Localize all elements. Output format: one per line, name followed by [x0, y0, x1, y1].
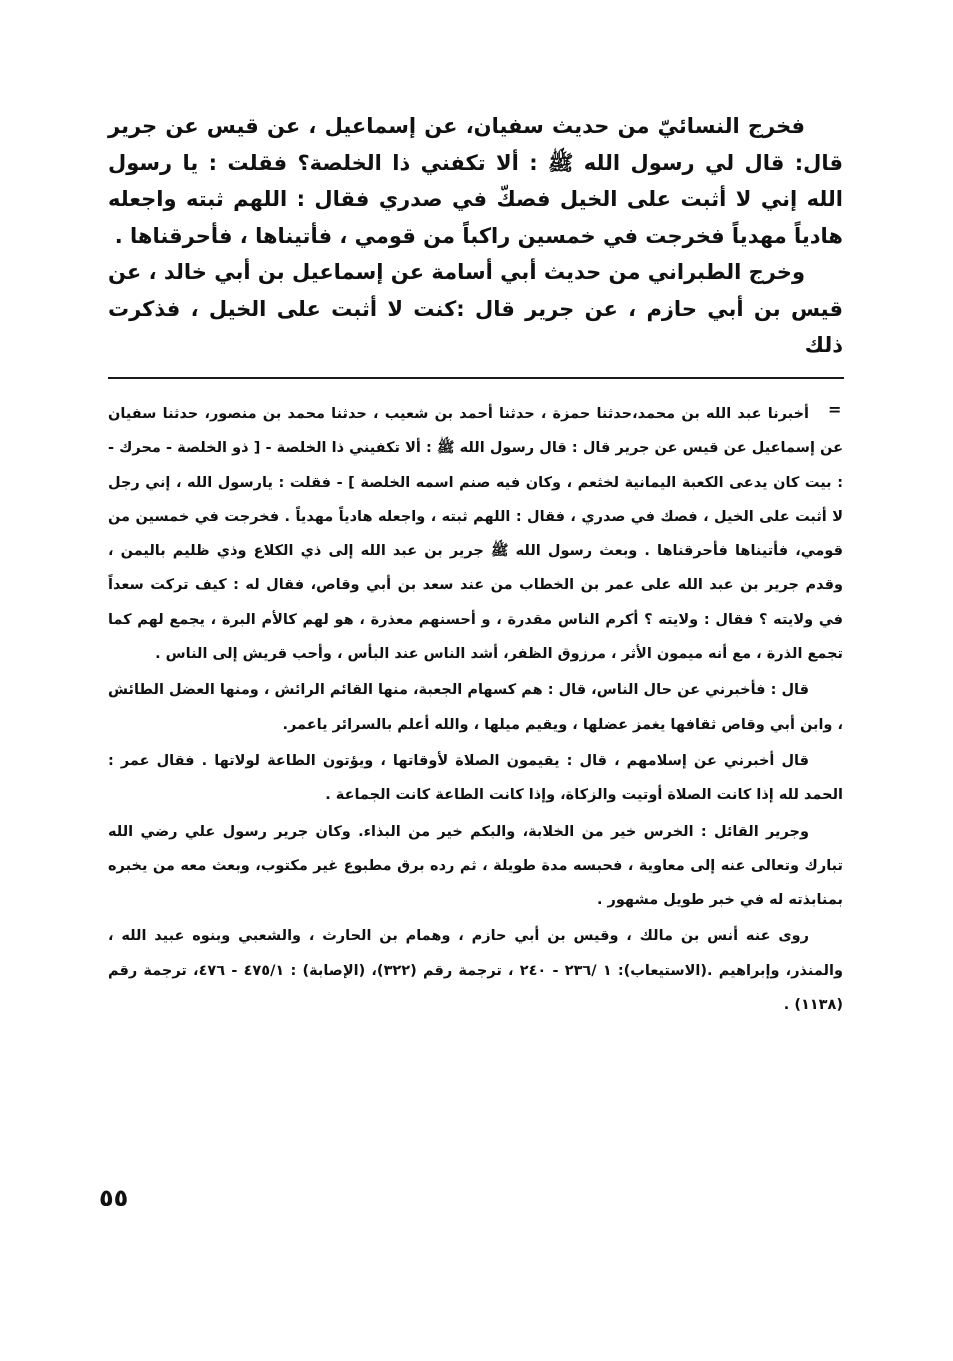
- footnote-paragraph: أخبرنا عبد الله بن محمد،حدثنا حمزة ، حدثنا أحمد بن شعيب ، حدثنا محمد بن منصور، حدثنا سفيان عن إسماعيل عن قيس عن جرير قال : قال رسول الله ﷺ : ألا تكفيني ذا الخلصة - [ ذو الخلصة - محرك - : بيت كان يدعى الكعبة اليمانية لخثعم ، وكان فيه صنم اسمه الخلصة ] - فقلت : يارسول الله ، إني رجل لا أثبت على الخيل ، فصك في صدري ، فقال : اللهم ثبته ، واجعله هادياً مهدياً . فخرجت في خمسين من قومي، فأتيناها فأحرقناها . وبعث رسول الله ﷺ جرير بن عبد الله إلى ذي الكلاع وذي ظليم باليمن ، وقدم جرير بن عبد الله على عمر بن الخطاب من عند سعد بن أبي وقاص، فقال له : كيف تركت سعداً في ولايته ؟ فقال : ولايته ؟ أكرم الناس مقدرة ، و أحسنهم معذرة ، هو لهم كالأم البرة ، يجمع لهم كما تجمع الذرة ، مع أنه ميمون الأثر ، مرزوق الظفر، أشد الناس عند البأس ، وأحب قريش إلى الناس .: [108, 406, 843, 663]
- footnote-continuation-marker: =: [828, 400, 842, 419]
- page-number: ٥٥: [99, 1184, 129, 1212]
- footnote-divider: [108, 377, 844, 379]
- footnote-paragraph: قال : فأخبرني عن حال الناس، قال : هم كسهام الجعبة، منها القائم الرائش ، ومنها العضل الطائش ، وابن أبي وقاص ثقافها يغمز عضلها ، ويقيم ميلها ، والله أعلم بالسرائر ياعمر.: [108, 682, 843, 733]
- footnote-paragraph: وجرير القائل : الخرس خير من الخلابة، والبكم خير من البذاء. وكان جرير رسول علي رضي الله تبارك وتعالى عنه إلى معاوية ، فحبسه مدة طويلة ، ثم رده برق مطبوع غير مكتوب، وبعث معه من يخبره بمنابذته له في خبر طويل مشهور .: [108, 823, 843, 909]
- main-paragraph: وخرج الطبراني من حديث أبي أسامة عن إسماعيل بن أبي خالد ، عن قيس بن أبي حازم ، عن جرير قال :كنت لا أثبت على الخيل ، فذكرت ذلك: [108, 260, 843, 357]
- footnote-paragraph: روى عنه أنس بن مالك ، وقيس بن أبي حازم ، وهمام بن الحارث ، والشعبي وبنوه عبيد الله ، والمنذر، وإبراهيم .(الاستيعاب): ١ /٢٣٦ - ٢٤٠ ، ترجمة رقم (٣٢٢)، (الإصابة) : ٤٧٥/١ - ٤٧٦، ترجمة رقم (١١٣٨) .: [108, 928, 843, 1014]
- footnote-section: [108, 397, 843, 1024]
- main-paragraph: فخرج النسائيّ من حديث سفيان، عن إسماعيل ، عن قيس عن جرير قال: قال لي رسول الله ﷺ : ألا تكفني ذا الخلصة؟ فقلت : يا رسول الله إني لا أثبت على الخيل فصكّ في صدري فقال : اللهم ثبته واجعله هادياً مهدياً فخرجت في خمسين راكباً من قومي ، فأتيناها ، فأحرقناها .: [108, 114, 843, 248]
- footnote-paragraph: قال أخبرني عن إسلامهم ، قال : يقيمون الصلاة لأوقاتها ، ويؤتون الطاعة لولاتها . فقال عمر : الحمد لله إذا كانت الصلاة أوتيت والزكاة، وإذا كانت الطاعة كانت الجماعة .: [108, 752, 843, 804]
- main-body-text: [108, 108, 843, 364]
